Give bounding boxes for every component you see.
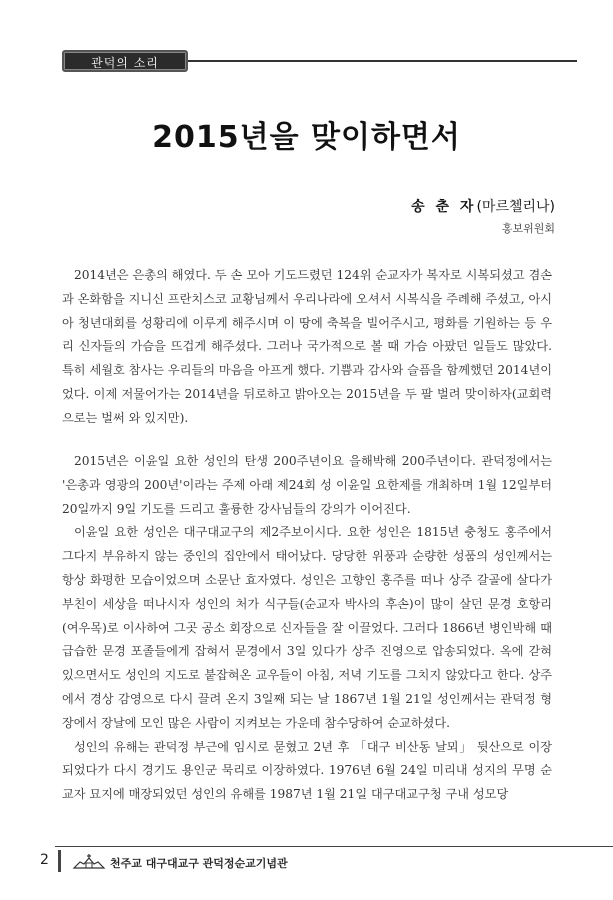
paragraph: 이윤일 요한 성인은 대구대교구의 제2주보이시다. 요한 성인은 1815년 충청도 홍주에서 그다지 부유하지 않는 중인의 집안에서 태어났다. 당당한 위풍과 순량한 성품의 성인께서는 항상 화평한 모습이었으며 소문난 효자였다. 성인은 고향인 홍주를 떠나 상주 갈골에 살다가 부친이 세상을 떠나시자 성인의 처가 식구들(순교자 박사의 후손)이 많이 살던 문경 호항리(여우목)로 이사하여 그곳 공소 회장으로 신자들을 잘 이끌었다. 그러다 1866년 병인박해 때 급습한 문경 포졸들에게 잡혀서 문경에서 3일 있다가 상주 진영으로 압송되었다. 옥에 갇혀 있으면서도 성인의 지도로 붙잡혀온 교우들이 아침, 저녁 기도를 그치지 않았다고 한다. 상주에서 경상 감영으로 다시 끌려 온지 3일째 되는 날 1867년 1월 21일 성인께서는 관덕정 형장에서 장날에 모인 많은 사람이 지켜보는 가운데 참수당하여 순교하셨다. [62, 525, 552, 730]
article-body-block-1 [62, 264, 552, 431]
section-label: 관덕의 소리 [91, 56, 159, 70]
footer-org-name: 천주교 대구대교구 관덕정순교기념관 [110, 857, 288, 870]
header-rule [188, 60, 577, 62]
church-logo-icon [72, 853, 106, 869]
footer-rule [55, 846, 613, 847]
paragraph: 성인의 유해는 관덕정 부근에 임시로 묻혔고 2년 후 「대구 비산동 날뫼」 뒷산으로 이장되었다가 다시 경기도 용인군 묵리로 이장하였다. 1976년 6월 24일 미리내 성지의 무명 순교자 묘지에 매장되었던 성인의 유해를 1987년 1월 21일 대구대교구청 구내 성모당 [62, 739, 552, 802]
footer-divider [58, 850, 61, 872]
author-role: 홍보위원회 [501, 222, 555, 235]
article-title: 2015년을 맞이하면서 [152, 120, 461, 155]
paragraph: 2014년은 은총의 해였다. 두 손 모아 기도드렸던 124위 순교자가 복자로 시복되셨고 겸손과 온화함을 지니신 프란치스코 교황님께서 우리나라에 오셔서 시복식을 주례해 주셨고, 아시아 청년대회를 성황리에 이루게 해주시며 이 땅에 축복을 빌어주시고, 평화를 기원하는 등 우리 신자들의 가슴을 뜨겁게 해주셨다. 그러나 국가적으로 볼 때 가슴 아팠던 일들도 많았다. 특히 세월호 참사는 우리들의 마음을 아프게 했다. 기쁨과 감사와 슬픔을 함께했던 2014년이었다. 이제 저물어가는 2014년을 뒤로하고 밝아오는 2015년을 두 팔 벌려 맞이하자(교회력으로는 벌써 와 있지만). [62, 268, 552, 425]
paragraph: 2015년은 이윤일 요한 성인의 탄생 200주년이요 을해박해 200주년이다. 관덕정에서는 '은총과 영광의 200년'이라는 주제 아래 제24회 성 이윤일 요한제를 개최하며 1월 12일부터 20일까지 9일 기도를 드리고 훌륭한 강사님들의 강의가 이어진다. [62, 454, 552, 516]
author-baptismal-name: (마르첼리나) [476, 199, 555, 215]
author-name: 송 춘 자 [411, 199, 477, 215]
author-line [411, 196, 555, 216]
section-label-tab [62, 50, 188, 72]
article-body-block-2 [62, 450, 552, 807]
page-number: 2 [40, 852, 49, 868]
